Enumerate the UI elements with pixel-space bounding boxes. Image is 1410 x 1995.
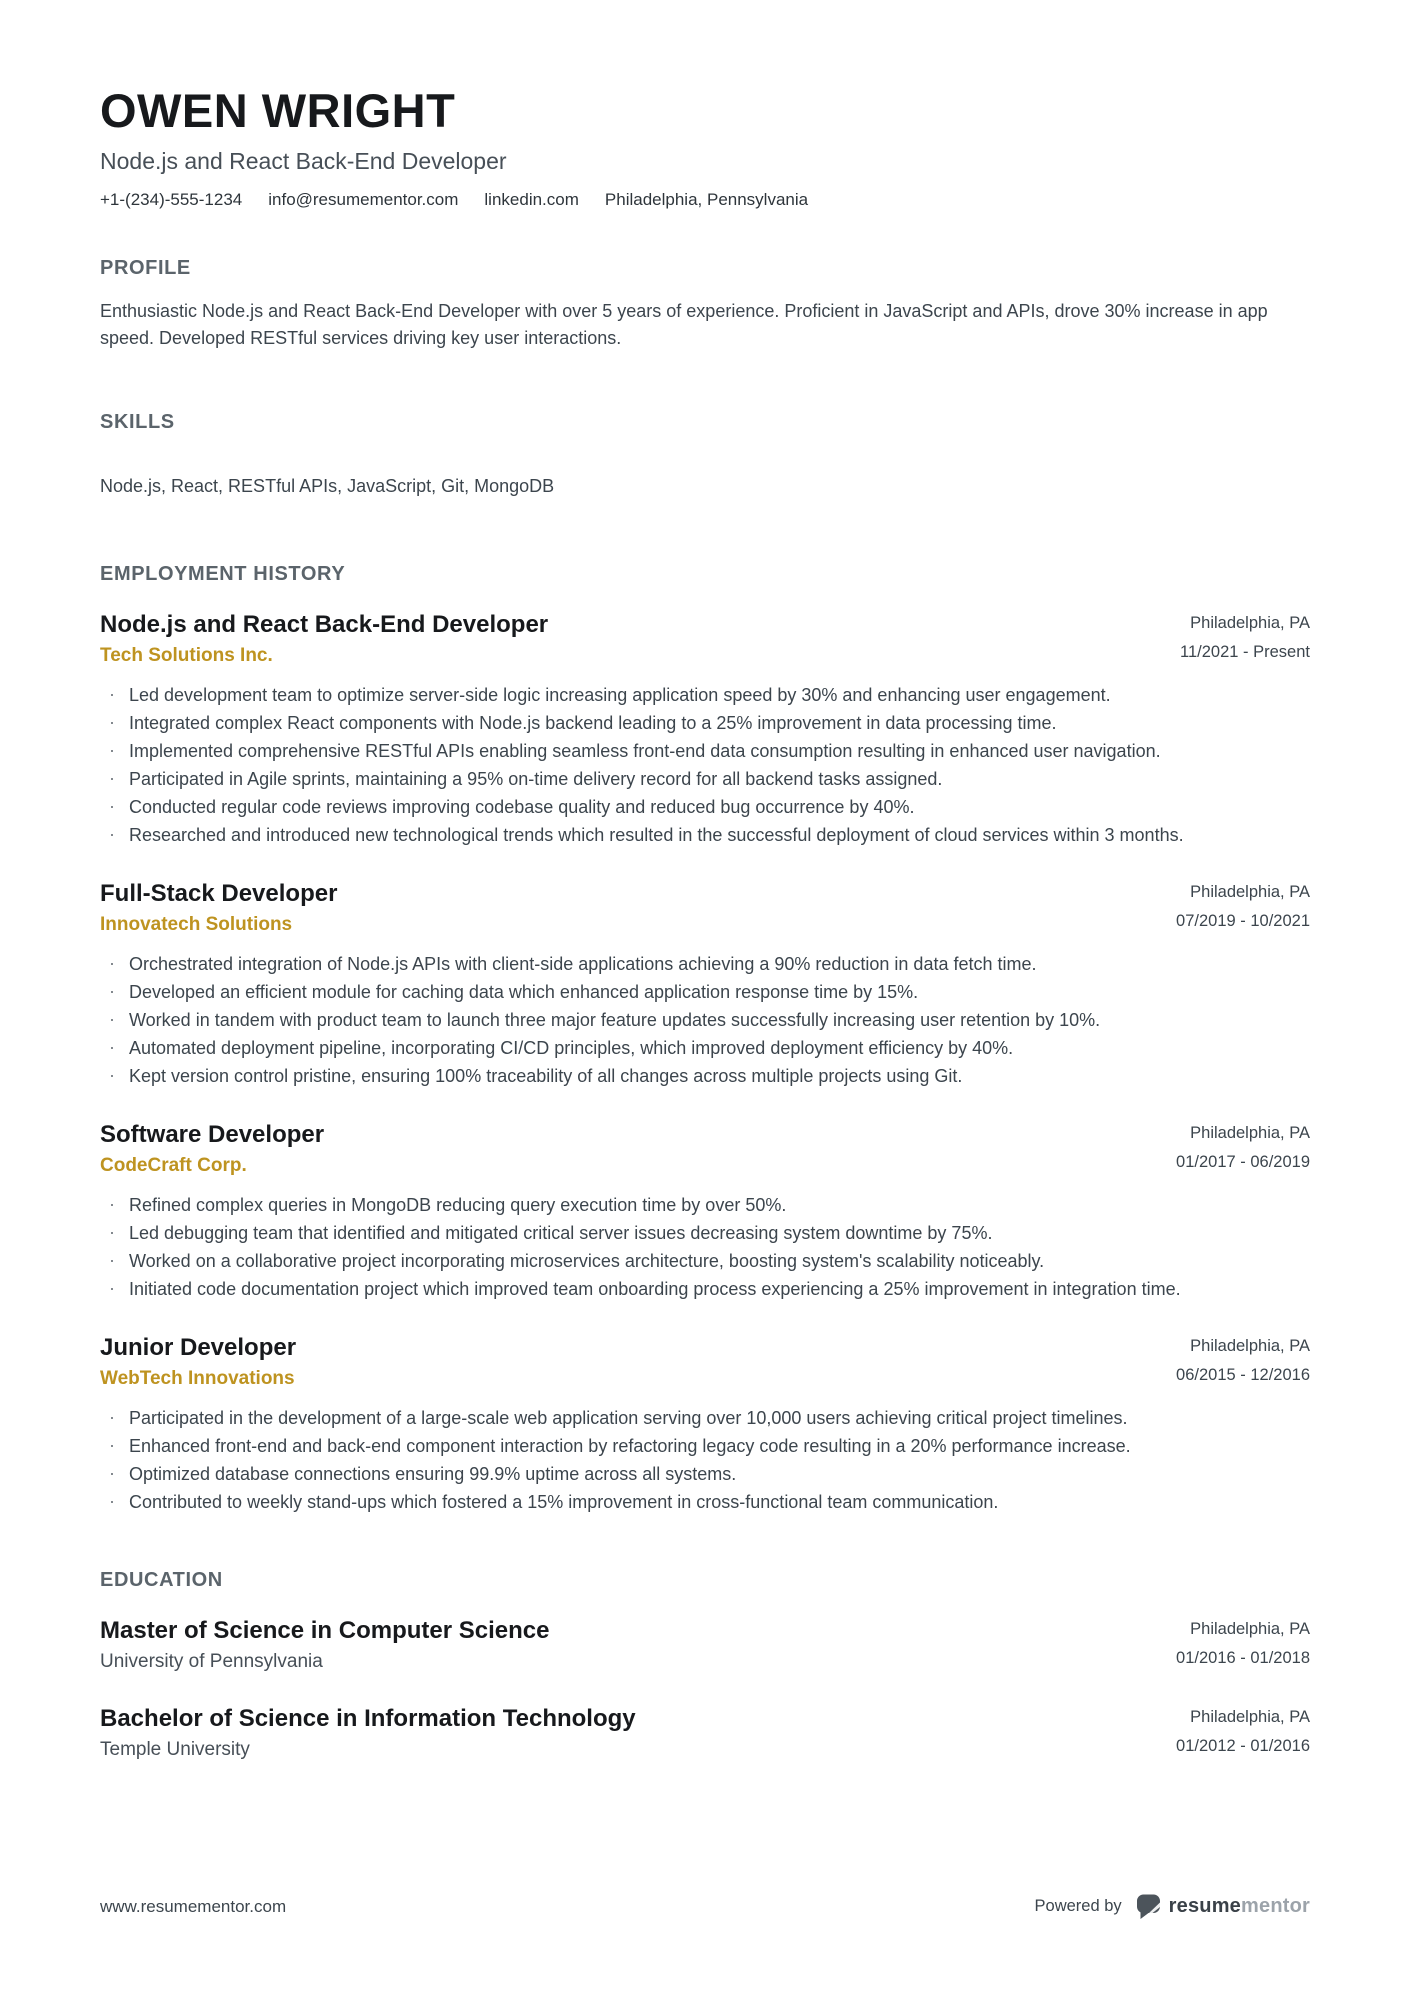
contact-row [100, 190, 1310, 210]
powered-by [1035, 1893, 1310, 1920]
powered-by-label: Powered by [1034, 1897, 1122, 1915]
skills-section [100, 410, 1310, 498]
education-header [100, 1704, 1310, 1762]
contact-phone: +1-(234)-555-1234 [100, 190, 243, 209]
job-header-right [1180, 610, 1310, 662]
job-title: Software Developer [100, 1121, 325, 1148]
profile-section [100, 256, 1310, 352]
resumementor-logo-icon [1136, 1893, 1161, 1920]
job-bullet: · Led debugging team that identified and mitigated critical server issues decreasing system downtime by 75%. [100, 1219, 1310, 1247]
job-dates: 06/2015 - 12/2016 [1176, 1366, 1310, 1384]
job-dates: 11/2021 - Present [1180, 643, 1310, 661]
job-bullet: · Conducted regular code reviews improving codebase quality and reduced bug occurrence by 40%. [100, 793, 1310, 821]
job-header [100, 879, 1310, 937]
employment-heading: EMPLOYMENT HISTORY [100, 563, 346, 585]
job-header-right [1176, 1120, 1310, 1172]
footer-website-link[interactable]: www.resumementor.com [100, 1896, 287, 1916]
education-degree: Master of Science in Computer Science [100, 1617, 550, 1644]
job-bullet: · Automated deployment pipeline, incorporating CI/CD principles, which improved deployment efficiency by 40%. [100, 1034, 1310, 1062]
job-title: Junior Developer [100, 1334, 297, 1361]
job-bullets [100, 950, 1310, 1090]
job-header [100, 1333, 1310, 1391]
job-header-left [100, 610, 548, 668]
job-entry [100, 1120, 1310, 1303]
job-title: Full-Stack Developer [100, 880, 338, 907]
job-bullet: · Kept version control pristine, ensuring 100% traceability of all changes across multiple projects using Git. [100, 1062, 1310, 1090]
candidate-name: OWEN WRIGHT [100, 84, 456, 137]
education-section [100, 1568, 1310, 1762]
job-location: Philadelphia, PA [1190, 883, 1310, 901]
resume-header [100, 84, 1310, 210]
profile-heading: PROFILE [100, 257, 191, 279]
education-location: Philadelphia, PA [1190, 1708, 1310, 1726]
education-degree: Bachelor of Science in Information Technology [100, 1705, 636, 1732]
job-bullet: · Integrated complex React components with Node.js backend leading to a 25% improvement in data processing time. [100, 709, 1310, 737]
page-footer [100, 1893, 1310, 1920]
education-header-right [1176, 1704, 1310, 1756]
job-bullet: · Enhanced front-end and back-end component interaction by refactoring legacy code resulting in a 20% performance increase. [100, 1432, 1310, 1460]
education-heading: EDUCATION [100, 1569, 223, 1591]
job-company: CodeCraft Corp. [100, 1155, 247, 1176]
job-header-right [1176, 1333, 1310, 1385]
job-entry [100, 879, 1310, 1090]
contact-location: Philadelphia, Pennsylvania [604, 190, 809, 209]
job-bullet: · Researched and introduced new technological trends which resulted in the successful deployment of cloud services within 3 months. [100, 821, 1310, 849]
resumementor-brand-link[interactable] [1136, 1893, 1310, 1920]
profile-text: Enthusiastic Node.js and React Back-End Developer with over 5 years of experience. Proficient in JavaScript and APIs, drove 30% increase in app speed. Developed RESTful services driving key user interactions. [100, 301, 1268, 348]
education-location: Philadelphia, PA [1190, 1620, 1310, 1638]
job-header-right [1176, 879, 1310, 931]
education-header [100, 1616, 1310, 1674]
job-entry [100, 1333, 1310, 1516]
job-company: Innovatech Solutions [100, 914, 293, 935]
education-school: Temple University [100, 1739, 250, 1760]
job-location: Philadelphia, PA [1190, 1124, 1310, 1142]
job-bullets [100, 681, 1310, 849]
job-company: WebTech Innovations [100, 1368, 295, 1389]
job-dates: 01/2017 - 06/2019 [1176, 1153, 1310, 1171]
job-header-left [100, 1333, 296, 1391]
job-header [100, 610, 1310, 668]
education-header-right [1176, 1616, 1310, 1668]
job-location: Philadelphia, PA [1190, 614, 1310, 632]
job-bullets [100, 1191, 1310, 1303]
contact-linkedin[interactable]: linkedin.com [484, 190, 579, 209]
job-bullets [100, 1404, 1310, 1516]
job-bullet: · Participated in Agile sprints, maintaining a 95% on-time delivery record for all backend tasks assigned. [100, 765, 1310, 793]
education-entry [100, 1616, 1310, 1674]
education-dates: 01/2012 - 01/2016 [1176, 1737, 1310, 1755]
contact-email[interactable]: info@resumementor.com [268, 190, 459, 209]
brand-text-primary: resume [1168, 1895, 1242, 1917]
job-bullet: · Contributed to weekly stand-ups which fostered a 15% improvement in cross-functional team communication. [100, 1488, 1310, 1516]
job-bullet: · Refined complex queries in MongoDB reducing query execution time by over 50%. [100, 1191, 1310, 1219]
brand-text [1169, 1895, 1310, 1918]
education-school: University of Pennsylvania [100, 1651, 323, 1672]
job-entry [100, 610, 1310, 849]
job-header-left [100, 879, 337, 937]
job-bullet: · Participated in the development of a large-scale web application serving over 10,000 users achieving critical project timelines. [100, 1404, 1310, 1432]
candidate-job-title: Node.js and React Back-End Developer [100, 148, 507, 174]
education-header-left [100, 1616, 549, 1674]
job-bullet: · Worked in tandem with product team to launch three major feature updates successfully increasing user retention by 10%. [100, 1006, 1310, 1034]
job-header [100, 1120, 1310, 1178]
job-bullet: · Developed an efficient module for caching data which enhanced application response time by 15%. [100, 978, 1310, 1006]
job-company: Tech Solutions Inc. [100, 645, 273, 666]
job-dates: 07/2019 - 10/2021 [1176, 912, 1310, 930]
education-dates: 01/2016 - 01/2018 [1176, 1649, 1310, 1667]
education-header-left [100, 1704, 636, 1762]
skills-heading: SKILLS [100, 411, 175, 433]
education-entry [100, 1704, 1310, 1762]
job-bullet: · Optimized database connections ensuring 99.9% uptime across all systems. [100, 1460, 1310, 1488]
employment-section [100, 562, 1310, 1516]
job-bullet: · Orchestrated integration of Node.js APIs with client-side applications achieving a 90% reduction in data fetch time. [100, 950, 1310, 978]
job-bullet: · Worked on a collaborative project incorporating microservices architecture, boosting system's scalability noticeably. [100, 1247, 1310, 1275]
job-bullet: · Initiated code documentation project which improved team onboarding process experiencing a 25% improvement in integration time. [100, 1275, 1310, 1303]
job-title: Node.js and React Back-End Developer [100, 611, 549, 638]
job-bullet: · Implemented comprehensive RESTful APIs enabling seamless front-end data consumption resulting in enhanced user navigation. [100, 737, 1310, 765]
job-location: Philadelphia, PA [1190, 1337, 1310, 1355]
job-header-left [100, 1120, 324, 1178]
skills-list: Node.js, React, RESTful APIs, JavaScript, Git, MongoDB [100, 476, 555, 496]
job-bullet: · Led development team to optimize server-side logic increasing application speed by 30% and enhancing user engagement. [100, 681, 1310, 709]
brand-text-secondary: mentor [1241, 1895, 1310, 1917]
